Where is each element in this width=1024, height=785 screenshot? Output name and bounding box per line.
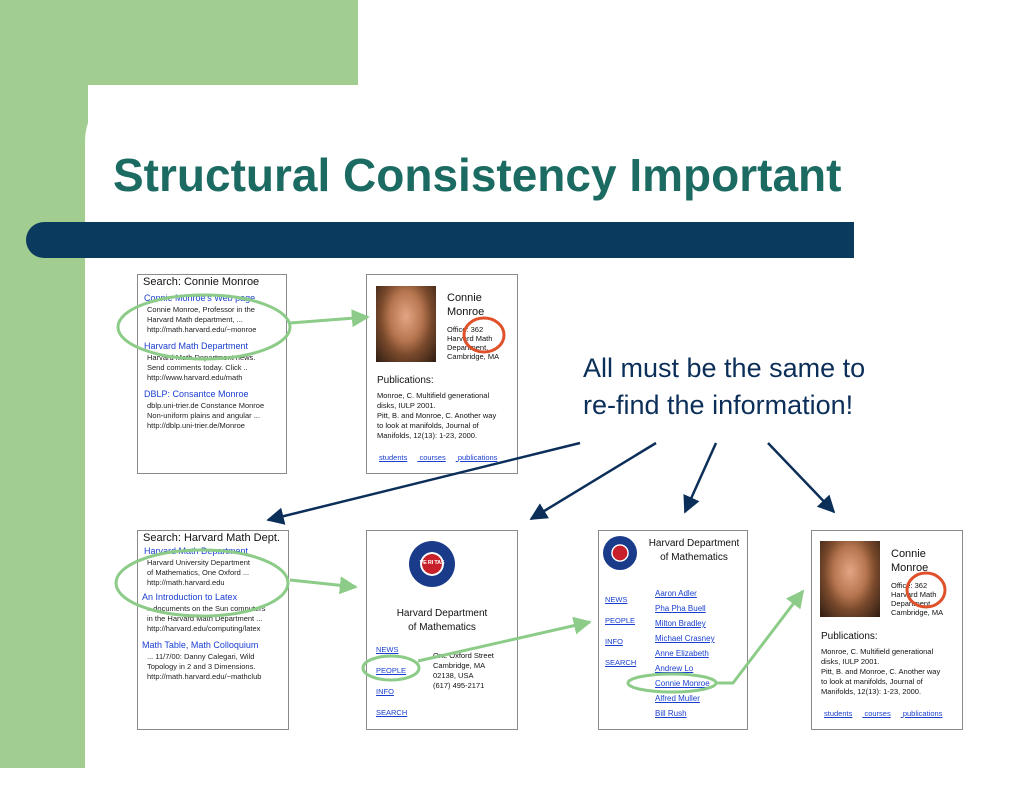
result-line: Harvard Math department, ... [147,315,243,324]
person-link[interactable]: Connie Monroe [655,679,710,688]
result-line: http://math.harvard.edu/~monroe [147,325,257,334]
result-line: http://math.harvard.edu/~mathclub [147,672,262,681]
profile-name-line: Connie [447,292,482,304]
address-line: Department, [891,599,933,608]
result-line: Topology in 2 and 3 Dimensions. [147,662,256,671]
result-link[interactable]: An Introduction to Latex [142,592,238,602]
green-arrow [716,591,803,683]
nav-search-link[interactable]: SEARCH [605,658,637,667]
result-line: http://www.harvard.edu/math [147,373,243,382]
seal-lettering: VE RI TAS [419,560,445,566]
address-line: Office: 362 [447,325,484,334]
callout-line-2: re-find the information! [583,390,854,420]
result-link[interactable]: Math Table, Math Colloquium [142,640,259,650]
publications-link[interactable]: publications [457,453,498,462]
dept-title-line: of Mathematics [660,552,728,563]
result-line: Non-uniform plains and angular ... [147,411,260,420]
publications-link[interactable]: publications [902,709,943,718]
publication-line: Pitt, B. and Monroe, C. Another way [377,411,497,420]
address-line: Office: 362 [891,581,928,590]
address-line: Cambridge, MA [891,608,944,617]
person-link[interactable]: Aaron Adler [655,589,697,598]
profile-name-line: Monroe [891,562,929,574]
green-arrow [418,622,590,661]
result-line: dblp.uni-trier.de Constance Monroe [147,401,265,410]
address-line: Cambridge, MA [433,661,486,670]
publications-heading: Publications: [377,375,434,386]
address-line: Cambridge, MA [447,352,500,361]
result-line: Harvard Math Department news. [147,353,256,362]
publication-line: Monroe, C. Multifield generational [377,391,490,400]
person-link[interactable]: Bill Rush [655,709,687,718]
slide-title: Structural Consistency Important [113,149,842,201]
green-arrow [290,580,356,587]
result-line: Harvard University Department [147,558,250,567]
publication-line: disks, IULP 2001. [377,401,436,410]
search-query: Search: Harvard Math Dept. [143,532,280,544]
publication-line: Pitt, B. and Monroe, C. Another way [821,667,941,676]
dept-title-line: of Mathematics [408,622,476,633]
courses-link[interactable]: courses [864,709,891,718]
publication-line: Manifolds, 12(13): 1-23, 2000. [377,431,478,440]
nav-info-link[interactable]: INFO [605,637,623,646]
navy-arrow [685,443,716,512]
nav-people-link[interactable]: PEOPLE [376,666,407,675]
highlight-ellipse [363,656,419,680]
nav-search-link[interactable]: SEARCH [376,708,408,717]
navy-arrow [268,443,580,520]
result-link[interactable]: Connie Monroe's Web page [144,293,256,303]
person-link[interactable]: Michael Crasney [655,634,715,643]
person-link[interactable]: Andrew Lo [655,664,694,673]
courses-link[interactable]: courses [419,453,446,462]
address-line: Harvard Math [447,334,493,343]
result-line: ... 11/7/00: Danny Calegari, Wild [147,652,255,661]
address-line: (617) 495-2171 [433,681,485,690]
nav-news-link[interactable]: NEWS [605,595,628,604]
highlight-ellipse-red [464,318,504,352]
callout-line-1: All must be the same to [583,353,866,383]
person-link[interactable]: Milton Bradley [655,619,706,628]
result-line: Connie Monroe, Professor in the [147,305,255,314]
person-link[interactable]: Alfred Muller [655,694,700,703]
publication-line: to look at manifolds, Journal of [377,421,479,430]
nav-people-link[interactable]: PEOPLE [605,616,636,625]
result-line: http://dblp.uni-trier.de/Monroe [147,421,245,430]
result-line: of Mathematics, One Oxford ... [147,568,250,577]
publication-line: to look at manifolds, Journal of [821,677,923,686]
result-link[interactable]: DBLP: Consantce Monroe [144,389,249,399]
search-query: Search: Connie Monroe [143,276,260,288]
person-link[interactable]: Anne Elizabeth [655,649,709,658]
highlight-ellipse [118,295,290,359]
green-arrow [290,317,368,323]
navy-arrow [531,443,656,519]
dept-title-line: Harvard Department [396,608,488,619]
result-line: http://harvard.edu/computing/latex [147,624,261,633]
students-link[interactable]: students [824,709,853,718]
highlight-ellipse-red [907,573,945,607]
publications-heading: Publications: [821,631,878,642]
profile-name-line: Connie [891,548,926,560]
result-line: ...documents on the Sun computers [147,604,266,613]
address-line: Harvard Math [891,590,937,599]
navy-arrow [768,443,834,512]
nav-news-link[interactable]: NEWS [376,645,399,654]
result-line: in the Harvard Math Department ... [147,614,263,623]
result-line: Send comments today. Click .. [147,363,248,372]
profile-name-line: Monroe [447,306,485,318]
highlight-ellipse [116,550,288,616]
highlight-ellipse [628,674,716,692]
address-line: 02138, USA [433,671,474,680]
publication-line: disks, IULP 2001. [821,657,880,666]
result-link[interactable]: Harvard Math Department [144,546,249,556]
address-line: One Oxford Street [433,651,494,660]
dept-title-line: Harvard Department [648,538,740,549]
result-link[interactable]: Harvard Math Department [144,341,249,351]
result-line: http://math.harvard.edu [147,578,225,587]
students-link[interactable]: students [379,453,408,462]
nav-info-link[interactable]: INFO [376,687,394,696]
publication-line: Monroe, C. Multifield generational [821,647,934,656]
publication-line: Manifolds, 12(13): 1-23, 2000. [821,687,922,696]
address-line: Department, [447,343,489,352]
person-link[interactable]: Pha Pha Buell [655,604,706,613]
